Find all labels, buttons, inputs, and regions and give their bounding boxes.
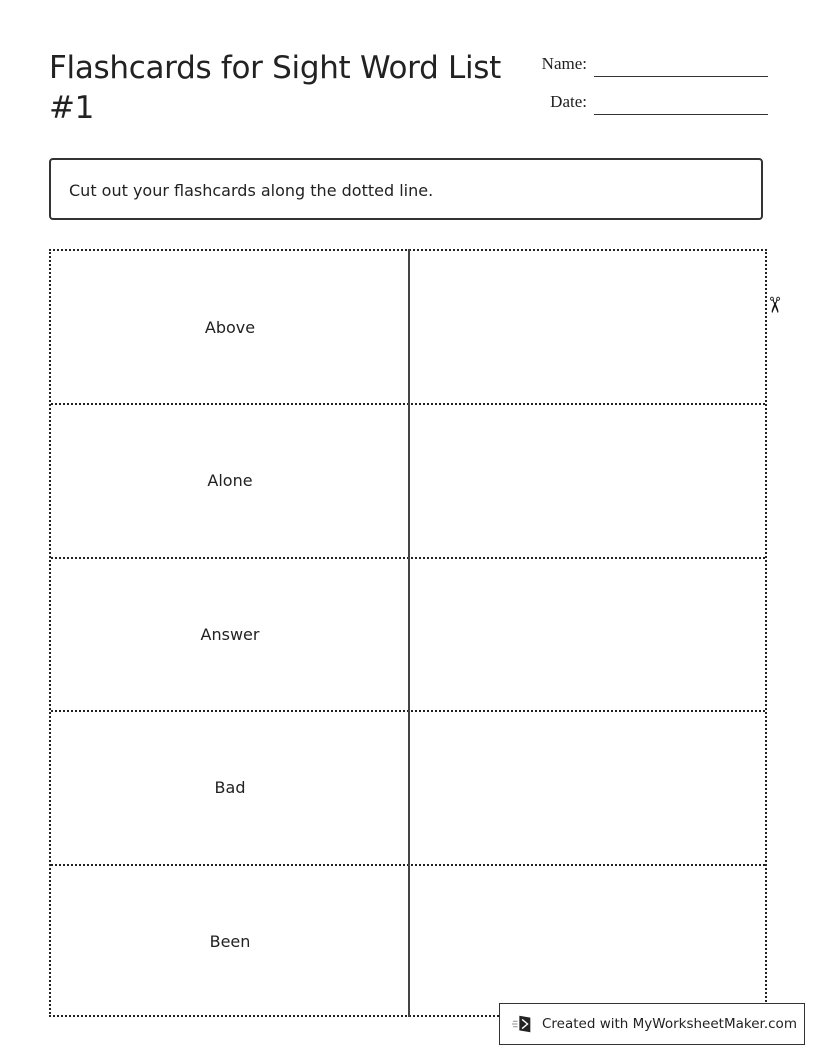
page-title: Flashcards for Sight Word List #1 [49,50,501,126]
date-line[interactable] [594,100,768,115]
name-label: Name: [541,54,587,73]
flashcard-front: Bad [214,778,246,798]
scissors-icon: ✂ [761,295,787,315]
footer-text: Created with MyWorksheetMaker.com [542,1016,797,1032]
instructions-box [49,158,763,220]
flashcard-front: Above [204,318,256,338]
instructions-text: Cut out your flashcards along the dotted line. [69,181,434,200]
flashcard-front: Been [209,932,251,952]
fold-line [408,249,410,1017]
flashcard-grid [49,249,767,1017]
worksheet-maker-logo-icon [512,1013,534,1035]
flashcard-front: Alone [207,471,253,491]
name-line[interactable] [594,62,768,77]
footer-badge[interactable] [499,1003,805,1045]
date-label: Date: [550,92,587,111]
flashcard-front: Answer [200,625,260,645]
